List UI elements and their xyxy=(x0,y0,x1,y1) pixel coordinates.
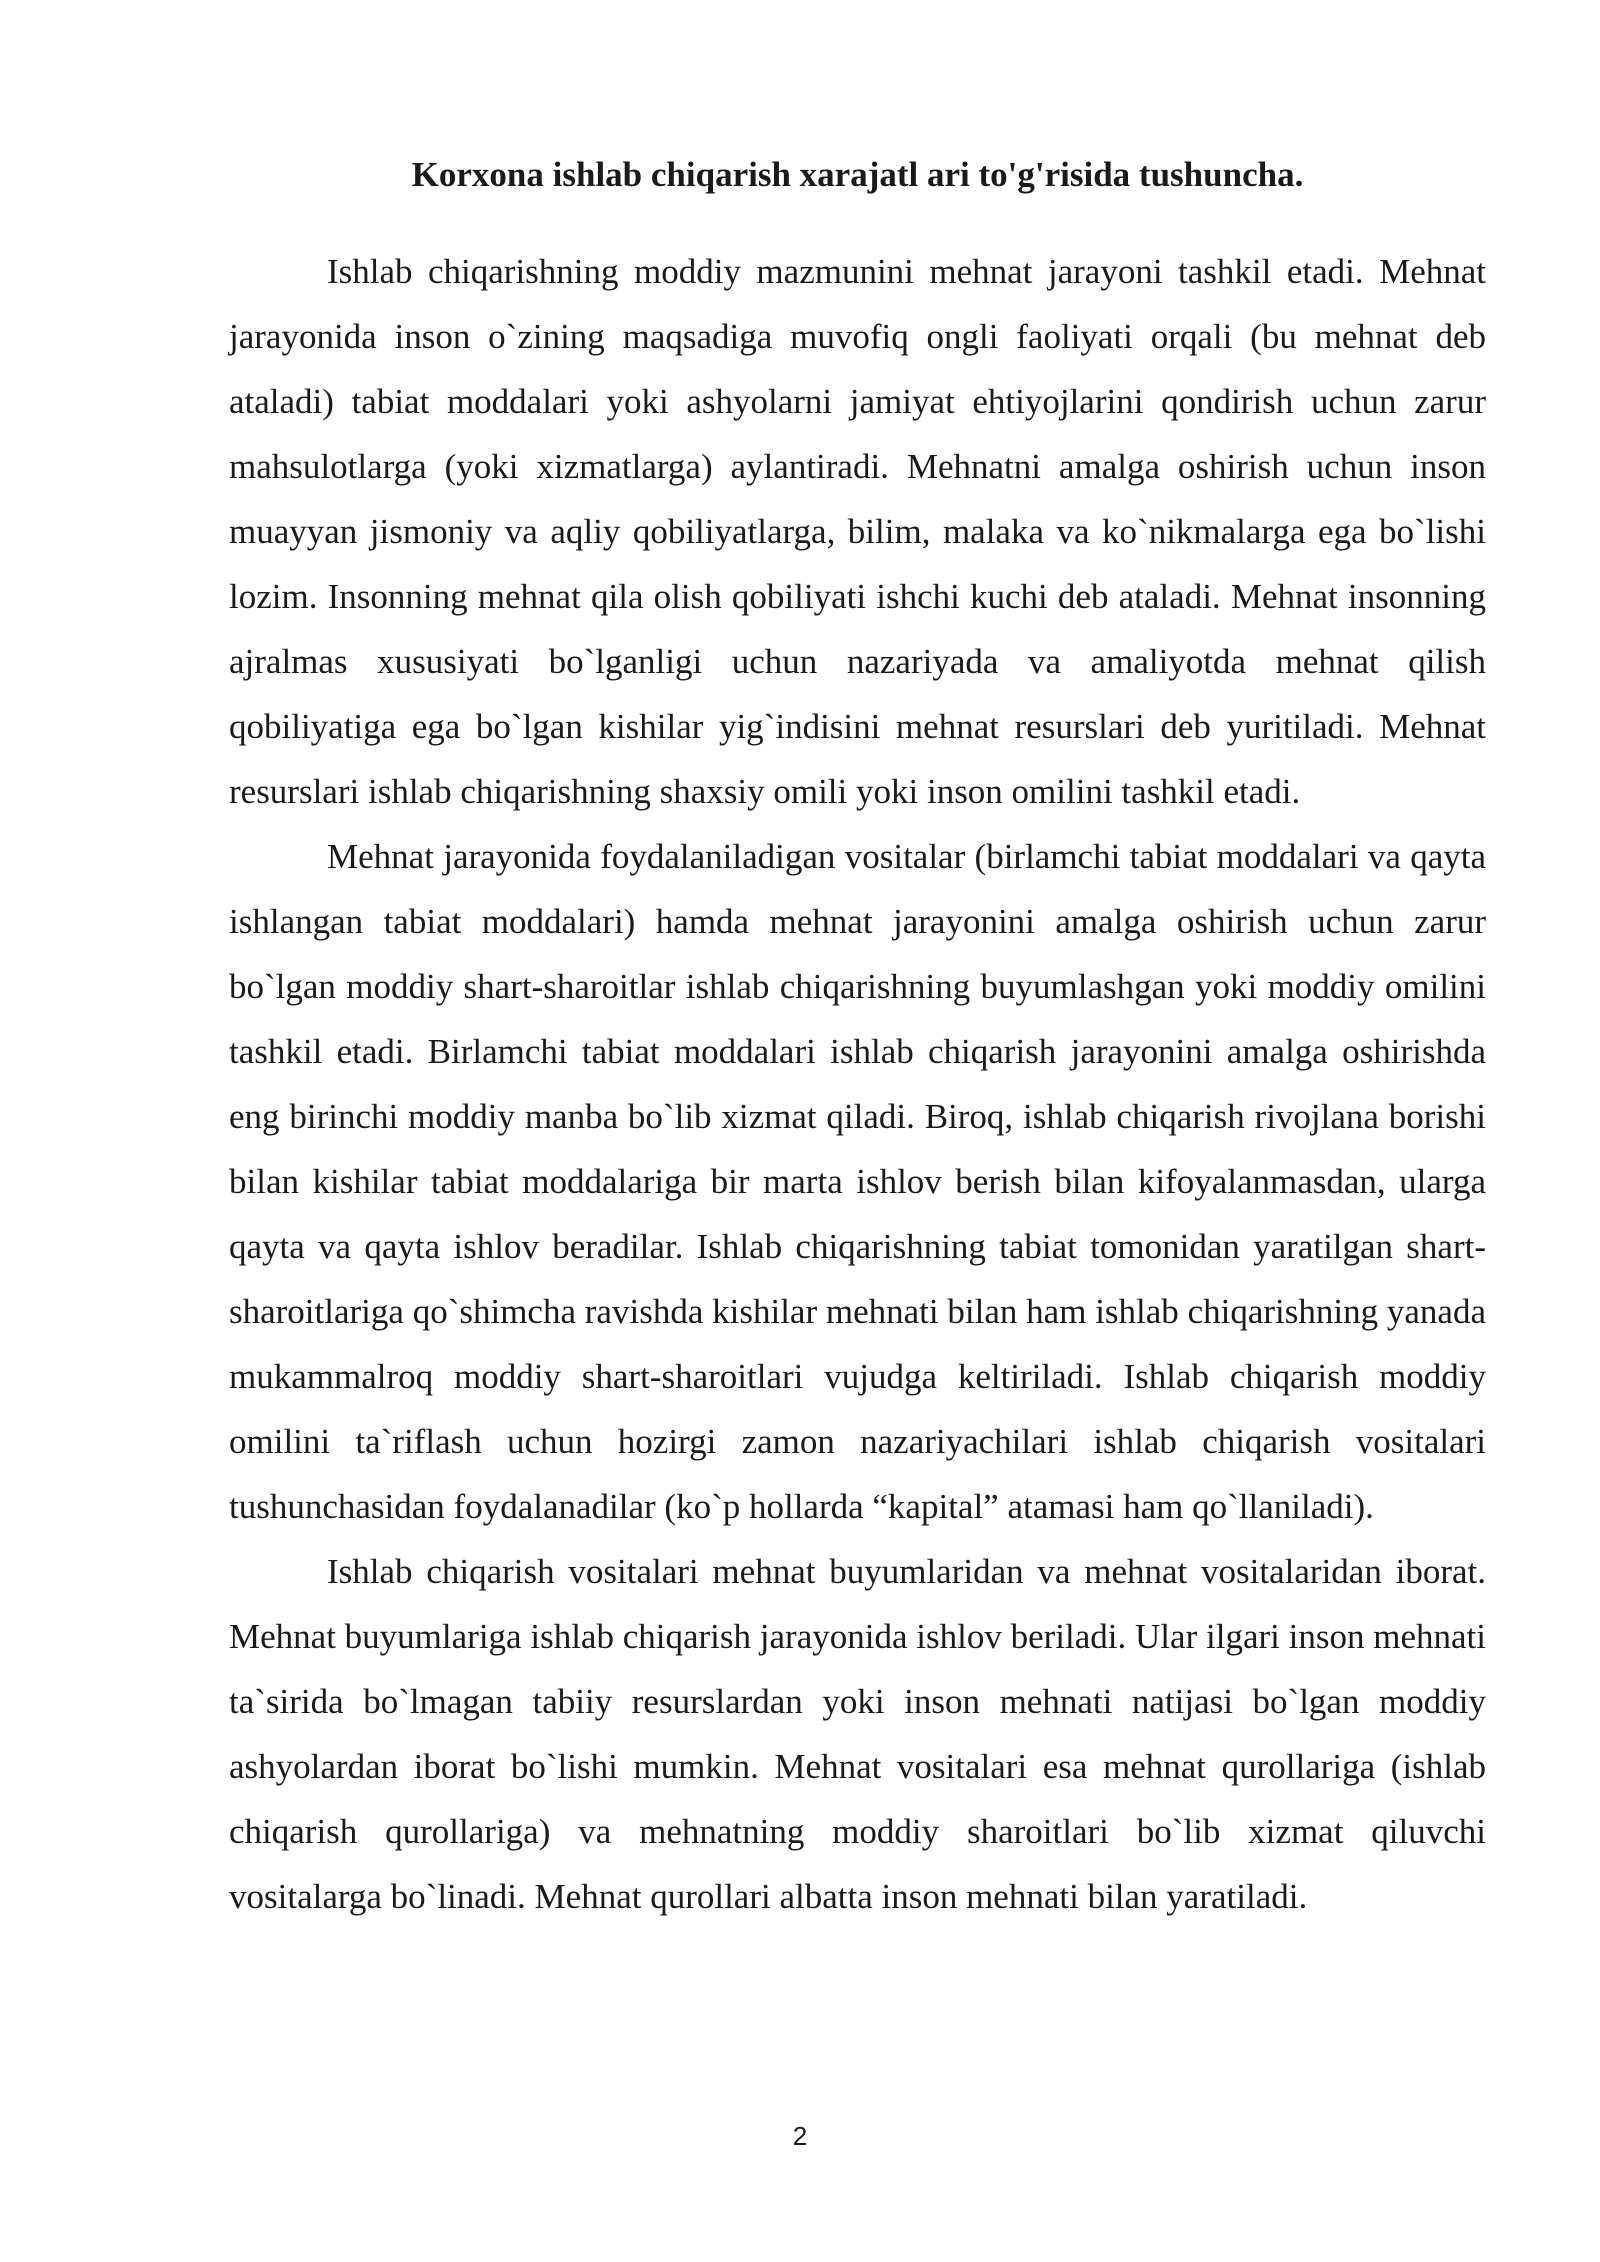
paragraph-material-factor: Mehnat jarayonida foydalaniladigan vositalar (birlamchi tabiat moddalari va qayta ishlangan tabiat moddalari) hamda mehnat jarayonini amalga oshirish uchun zarur bo`lgan moddiy shart-sharoitlar ishlab chiqarishning buyumlashgan yoki moddiy omilini tashkil etadi. Birlamchi tabiat moddalari ishlab chiqarish jarayonini amalga oshirishda eng birinchi moddiy manba bo`lib xizmat qiladi. Biroq, ishlab chiqarish rivojlana borishi bilan kishilar tabiat moddalariga bir marta ishlov berish bilan kifoyalanmasdan, ularga qayta va qayta ishlov beradilar. Ishlab chiqarishning tabiat tomonidan yaratilgan shart-sharoitlariga qo`shimcha ravishda kishilar mehnati bilan ham ishlab chiqarishning yanada mukammalroq moddiy shart-sharoitlari vujudga keltiriladi. Ishlab chiqarish moddiy omilini ta`riflash uchun hozirgi zamon nazariyachilari ishlab chiqarish vositalari tushunchasidan foydalanadilar (ko`p hollarda “kapital” atamasi ham qo`llaniladi). xyxy=(229,837,1486,1526)
document-body xyxy=(229,239,1486,1929)
paragraph-labor-process: Ishlab chiqarishning moddiy mazmunini mehnat jarayoni tashkil etadi. Mehnat jarayonida inson o`zining maqsadiga muvofiq ongli faoliyati orqali (bu mehnat deb ataladi) tabiat moddalari yoki ashyolarni jamiyat ehtiyojlarini qondirish uchun zarur mahsulotlarga (yoki xizmatlarga) aylantiradi. Mehnatni amalga oshirish uchun inson muayyan jismoniy va aqliy qobiliyatlarga, bilim, malaka va ko`nikmalarga ega bo`lishi lozim. Insonning mehnat qila olish qobiliyati ishchi kuchi deb ataladi. Mehnat insonning ajralmas xususiyati bo`lganligi uchun nazariyada va amaliyotda mehnat qilish qobiliyatiga ega bo`lgan kishilar yig`indisini mehnat resurslari deb yuritiladi. Mehnat resurslari ishlab chiqarishning shaxsiy omili yoki inson omilini tashkil etadi. xyxy=(229,252,1486,811)
document-title: Korxona ishlab chiqarish xarajatl ari to'g'risida tushuncha. xyxy=(411,155,1304,194)
page-number: 2 xyxy=(792,2121,808,2151)
paragraph-means-of-production: Ishlab chiqarish vositalari mehnat buyumlaridan va mehnat vositalaridan iborat. Mehnat buyumlariga ishlab chiqarish jarayonida ishlov beriladi. Ular ilgari inson mehnati ta`sirida bo`lmagan tabiiy resurslardan yoki inson mehnati natijasi bo`lgan moddiy ashyolardan iborat bo`lishi mumkin. Mehnat vositalari esa mehnat qurollariga (ishlab chiqarish qurollariga) va mehnatning moddiy sharoitlari bo`lib xizmat qiluvchi vositalarga bo`linadi. Mehnat qurollari albatta inson mehnati bilan yaratiladi. xyxy=(229,1552,1486,1916)
